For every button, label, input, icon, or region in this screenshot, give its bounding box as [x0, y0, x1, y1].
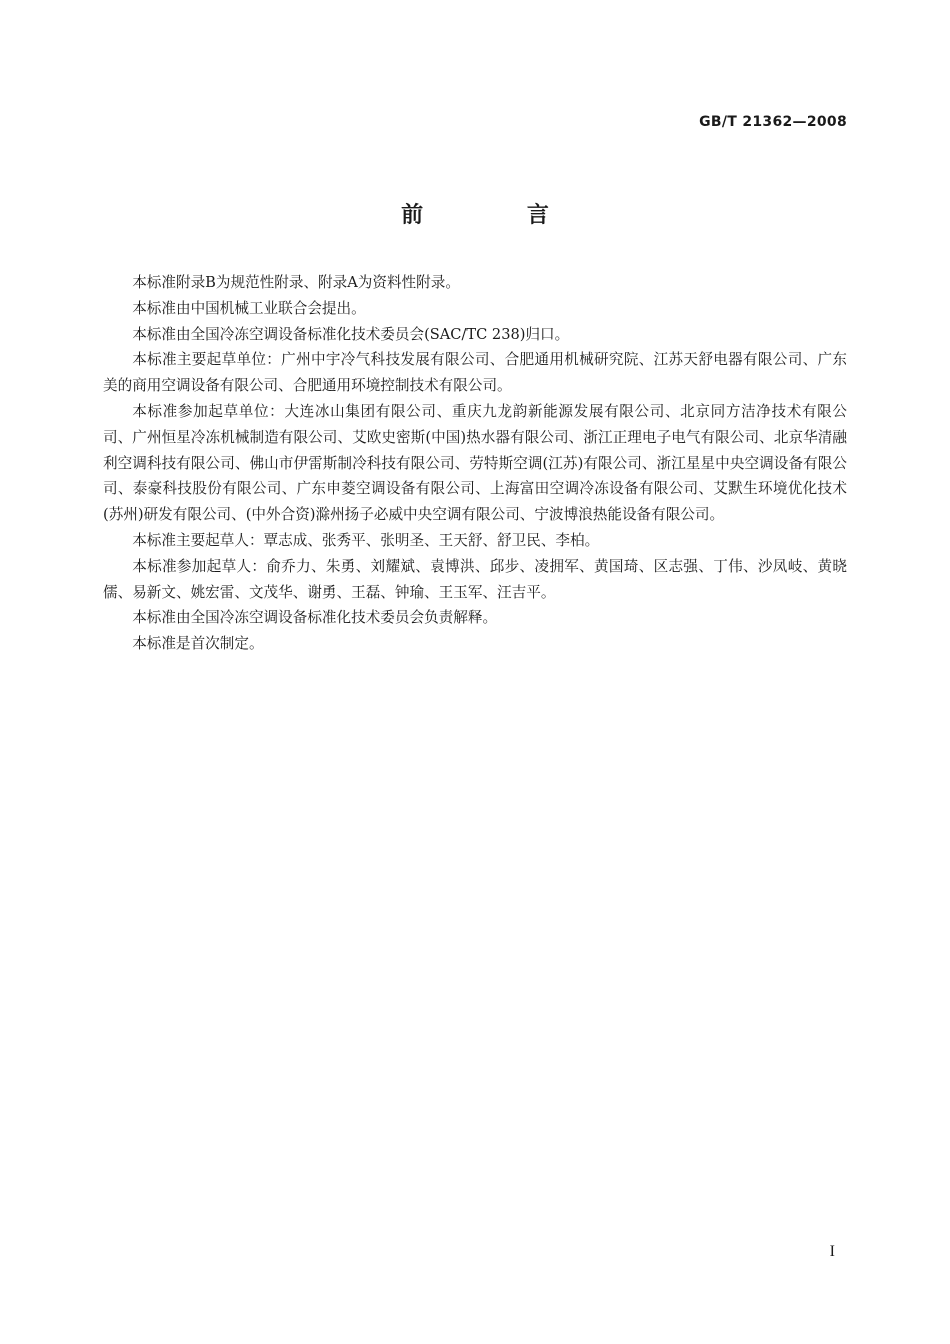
paragraph-interpretation: 本标准由全国冷冻空调设备标准化技术委员会负责解释。	[132, 609, 498, 627]
paragraph-centralized-by: 本标准由全国冷冻空调设备标准化技术委员会(SAC/TC 238)归口。	[132, 325, 570, 343]
page-title: 前 言	[401, 203, 597, 228]
paragraph-appendix: 本标准附录B为规范性附录、附录A为资料性附录。	[132, 274, 460, 291]
paragraph-first-edition: 本标准是首次制定。	[132, 635, 264, 653]
paragraph-proposed-by: 本标准由中国机械工业联合会提出。	[132, 299, 366, 317]
paragraph-main-drafting-units: 本标准主要起草单位：广州中宇冷气科技发展有限公司、合肥通用机械研究院、江苏天舒电器有限公司、广东美的商用空调设备有限公司、合肥通用环境控制技术有限公司。	[103, 351, 847, 395]
standard-number: GB/T 21362—2008	[699, 114, 847, 130]
paragraph-main-drafters: 本标准主要起草人：覃志成、张秀平、张明圣、王天舒、舒卫民、李柏。	[132, 531, 600, 549]
page-number: I	[829, 1243, 835, 1260]
paragraph-participating-drafters: 本标准参加起草人：俞乔力、朱勇、刘耀斌、袁博洪、邱步、凌拥军、黄国琦、区志强、丁伟、沙凤岐、黄晓儒、易新文、姚宏雷、文茂华、谢勇、王磊、钟瑜、王玉军、汪吉平。	[103, 557, 847, 601]
paragraph-participating-units: 本标准参加起草单位：大连冰山集团有限公司、重庆九龙韵新能源发展有限公司、北京同方洁净技术有限公司、广州恒星冷冻机械制造有限公司、艾欧史密斯(中国)热水器有限公司、浙江正理电子电气有限公司、北京华清融利空调科技有限公司、佛山市伊雷斯制冷科技有限公司、劳特斯空调(江苏)有限公司、浙江星星中央空调设备有限公司、泰豪科技股份有限公司、广东申菱空调设备有限公司、上海富田空调冷冻设备有限公司、艾默生环境优化技术(苏州)研发有限公司、(中外合资)滁州扬子必威中央空调有限公司、宁波博浪热能设备有限公司。	[103, 402, 847, 524]
foreword-body	[103, 270, 847, 657]
